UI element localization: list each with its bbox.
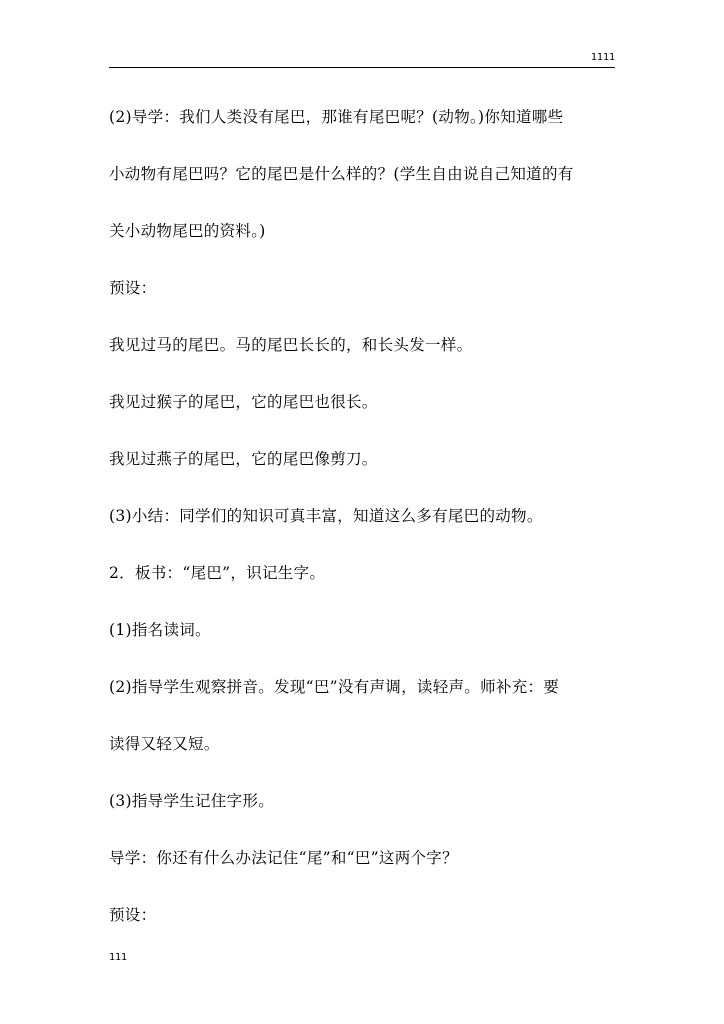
header-page-number: 1111 bbox=[590, 52, 615, 63]
text-line: (1)指名读词。 bbox=[109, 621, 211, 639]
text-line: 关小动物尾巴的资料。) bbox=[109, 222, 266, 240]
text-line: (3)指导学生记住字形。 bbox=[109, 792, 275, 810]
text-line: 我见过马的尾巴。马的尾巴长长的，和长头发一样。 bbox=[109, 336, 473, 354]
text-line: (2)指导学生观察拼音。发现“巴”没有声调，读轻声。师补充：要 bbox=[109, 678, 560, 696]
footer-page-number: 111 bbox=[109, 952, 128, 963]
text-line: 预设： bbox=[109, 279, 157, 297]
text-line: 预设： bbox=[109, 906, 157, 924]
text-line: 导学：你还有什么办法记住“尾”和“巴”这两个字？ bbox=[109, 849, 458, 867]
header-divider bbox=[109, 67, 615, 68]
text-line: 我见过猴子的尾巴，它的尾巴也很长。 bbox=[109, 393, 378, 411]
text-line: 小动物有尾巴吗？它的尾巴是什么样的？(学生自由说自己知道的有 bbox=[109, 165, 574, 183]
text-line: (3)小结：同学们的知识可真丰富，知道这么多有尾巴的动物。 bbox=[109, 507, 543, 525]
text-line: 读得又轻又短。 bbox=[109, 735, 220, 753]
text-line: (2)导学：我们人类没有尾巴，那谁有尾巴呢？(动物。)你知道哪些 bbox=[109, 108, 564, 126]
text-line: 我见过燕子的尾巴，它的尾巴像剪刀。 bbox=[109, 450, 378, 468]
text-line: 2．板书：“尾巴”，识记生字。 bbox=[109, 564, 326, 582]
